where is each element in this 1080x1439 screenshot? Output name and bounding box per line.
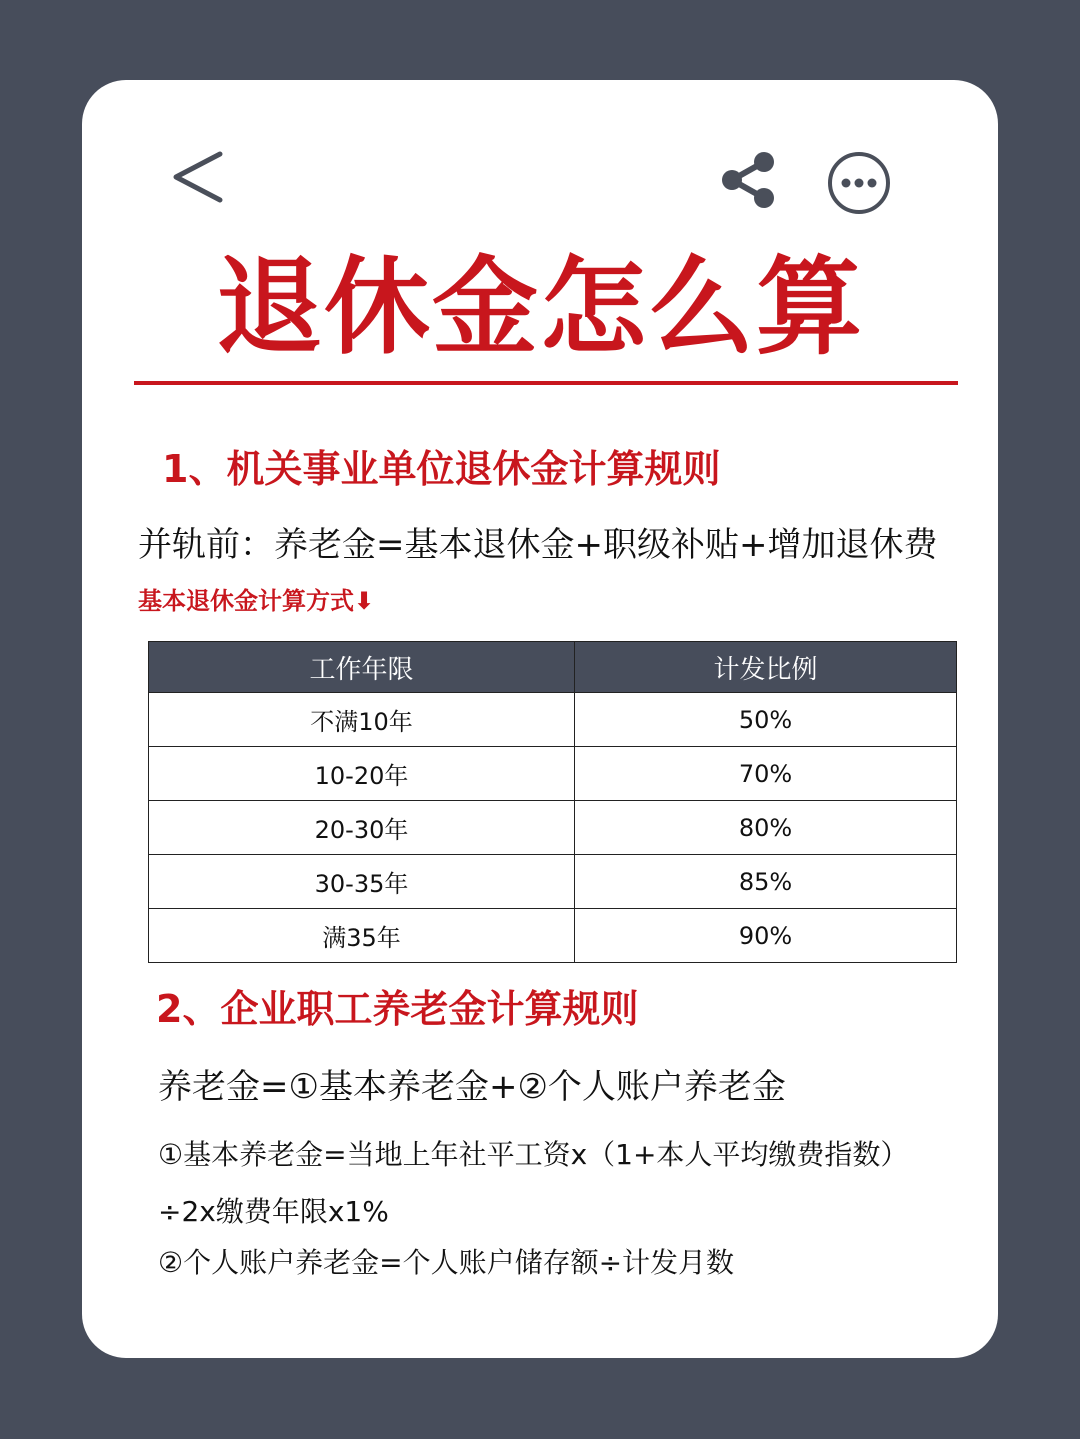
table-header-row: [149, 642, 957, 693]
section1-title: 1、机关事业单位退休金计算规则: [162, 447, 721, 491]
table-row: [149, 801, 957, 855]
table-cell-years: 不满10年: [149, 693, 575, 747]
table-cell-rate: 80%: [575, 801, 957, 855]
content-card: [82, 80, 998, 1358]
table-cell-rate: 70%: [575, 747, 957, 801]
table-row: [149, 747, 957, 801]
page-title: 退休金怎么算: [216, 246, 864, 369]
table-header-years: 工作年限: [149, 642, 575, 693]
back-chevron-icon[interactable]: [170, 148, 228, 206]
table-cell-rate: 85%: [575, 855, 957, 909]
pension-rate-table: [148, 641, 957, 963]
section2-formula: 养老金=①基本养老金+②个人账户养老金: [158, 1067, 786, 1107]
section1-note: 基本退休金计算方式⬇: [138, 587, 375, 615]
table-row: [149, 693, 957, 747]
basic-pension-formula: ①基本养老金=当地上年社平工资x（1+本人平均缴费指数）÷2x缴费年限x1%: [158, 1138, 909, 1228]
table-row: [149, 909, 957, 963]
share-icon[interactable]: [718, 150, 778, 210]
table-cell-years: 30-35年: [149, 855, 575, 909]
personal-account-formula: ②个人账户养老金=个人账户储存额÷计发月数: [158, 1246, 735, 1279]
table-row: [149, 855, 957, 909]
section1-formula: 并轨前：养老金=基本退休金+职级补贴+增加退休费: [138, 525, 938, 565]
more-dots-icon[interactable]: [826, 150, 892, 216]
table-cell-years: 20-30年: [149, 801, 575, 855]
table-cell-years: 满35年: [149, 909, 575, 963]
title-underline: [134, 381, 958, 385]
table-cell-rate: 50%: [575, 693, 957, 747]
table-cell-years: 10-20年: [149, 747, 575, 801]
section2-title: 2、企业职工养老金计算规则: [156, 987, 639, 1031]
table-header-rate: 计发比例: [575, 642, 957, 693]
table-cell-rate: 90%: [575, 909, 957, 963]
